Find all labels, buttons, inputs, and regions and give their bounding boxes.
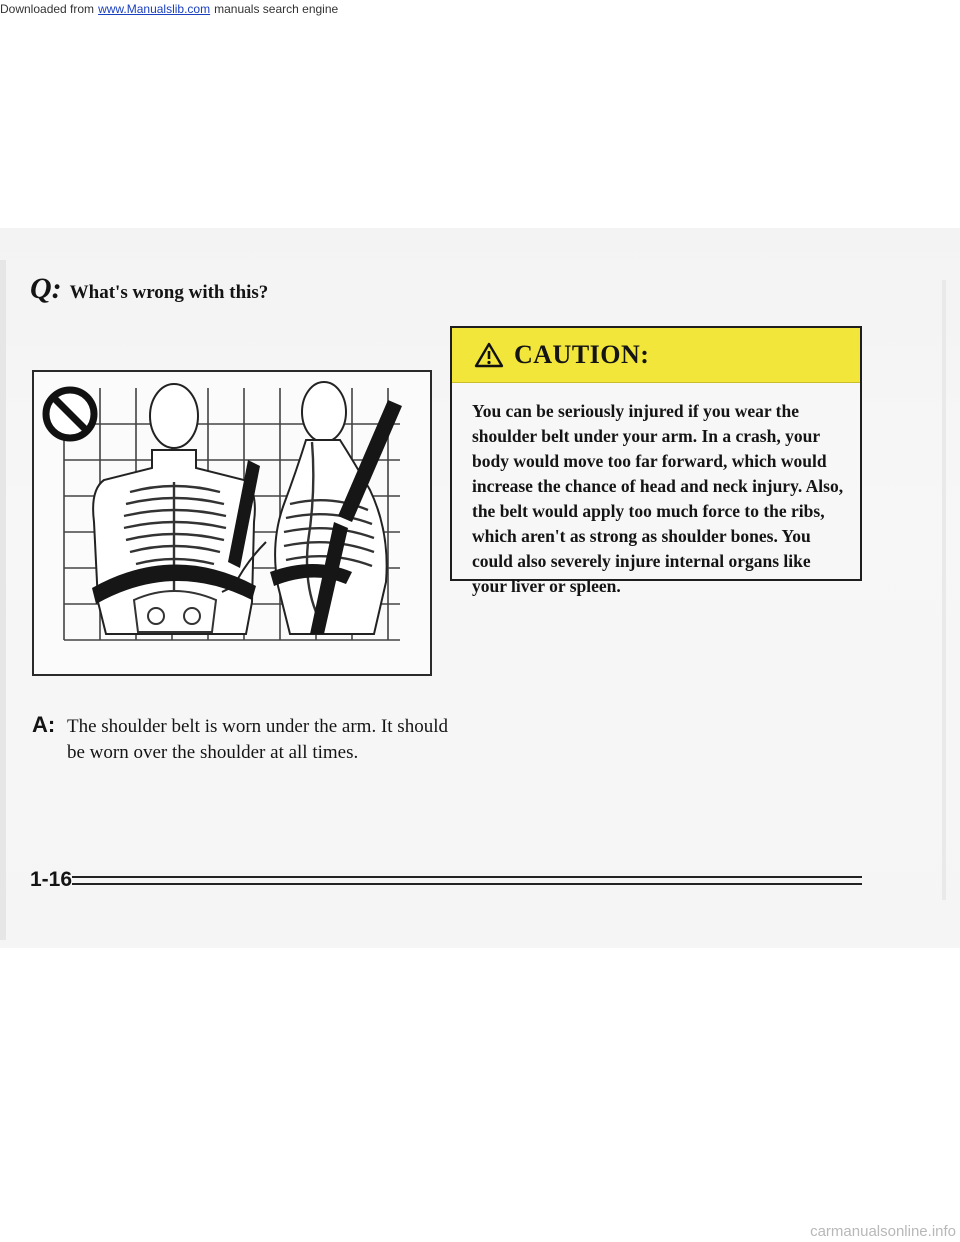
caution-header (452, 328, 860, 383)
seatbelt-illustration (32, 370, 432, 676)
banner-suffix: manuals search engine (214, 2, 339, 16)
caution-text: You can be seriously injured if you wear the shoulder belt under your arm. In a crash, your body would move too far forward, which would increase the chance of head and neck injury. Also, the belt would apply too much force to the ribs, which aren't as strong as shoulder bones. You could also severely injure internal organs like your liver or spleen. (472, 401, 844, 596)
skeleton-figure-drawing (34, 372, 430, 674)
answer-block (32, 714, 452, 766)
scan-shadow-left (0, 260, 6, 940)
page-footer (30, 868, 862, 898)
banner-prefix: Downloaded from (0, 2, 95, 16)
watermark-text: carmanualsonline.info (810, 1223, 956, 1240)
caution-title: CAUTION: (514, 340, 650, 369)
answer-marker: A: (32, 712, 56, 737)
page-number: 1-16 (30, 868, 73, 891)
banner-link[interactable]: www.Manualslib.com (98, 2, 211, 16)
answer-text: The shoulder belt is worn under the arm. It should be worn over the shoulder at all times. (67, 716, 448, 763)
front-view-figure (93, 384, 255, 634)
caution-box (450, 326, 862, 596)
question-marker: Q: (30, 272, 62, 305)
warning-triangle-icon (474, 342, 504, 368)
question-text: What's wrong with this? (69, 282, 269, 303)
scan-shadow-right (942, 280, 946, 900)
no-symbol-icon (46, 390, 94, 438)
download-banner (0, 0, 338, 18)
footer-rule (72, 876, 862, 885)
question-heading (30, 272, 268, 306)
